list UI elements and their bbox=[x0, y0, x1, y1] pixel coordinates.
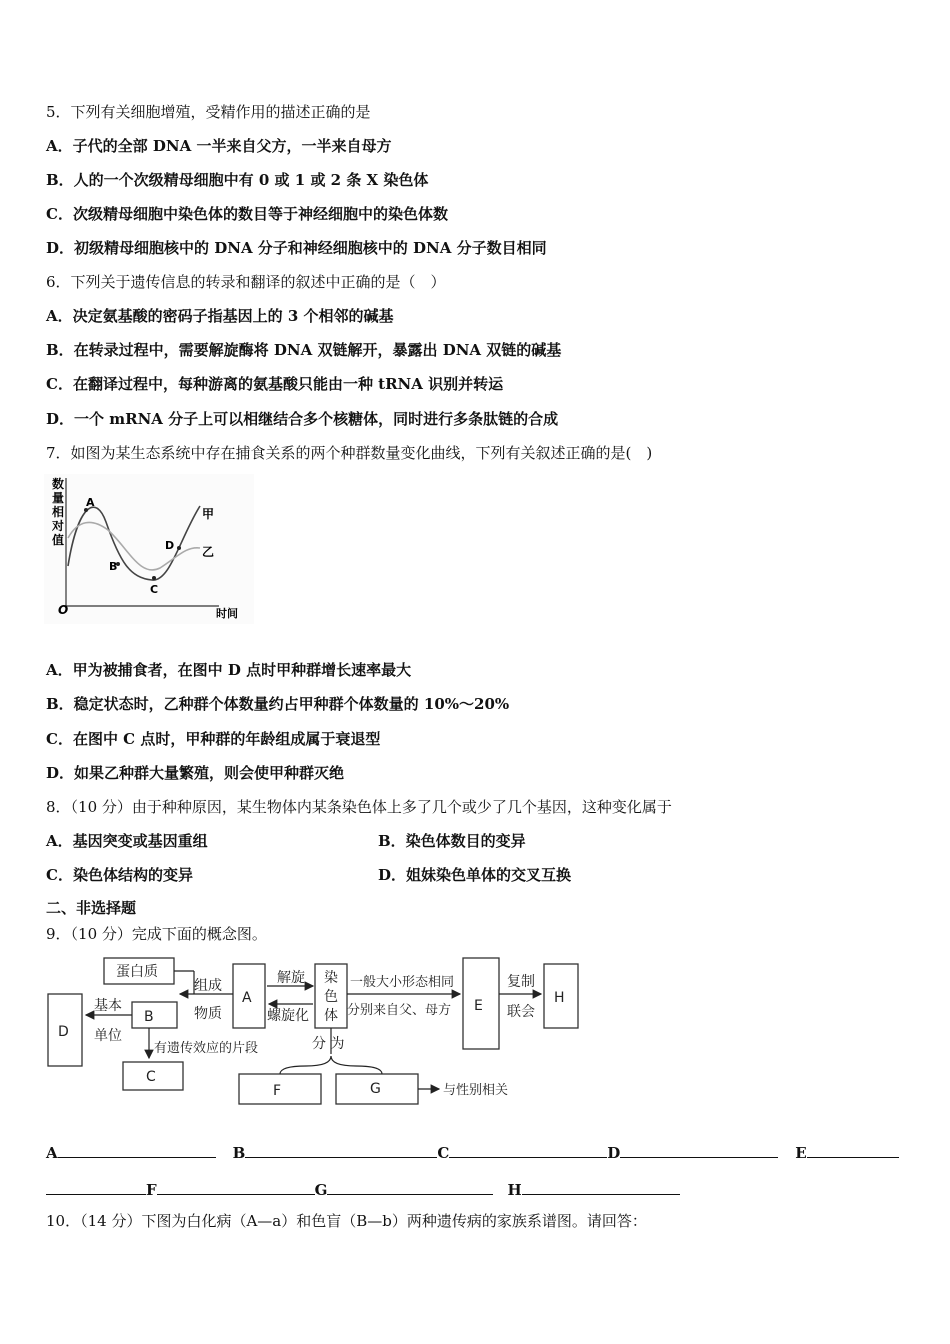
q6-option-d: D．一个 mRNA 分子上可以相继结合多个核糖体，同时进行多条肽链的合成 bbox=[46, 410, 559, 428]
from-parents-label: 分别来自父、母方 bbox=[347, 1003, 452, 1018]
divide-label: 分 为 bbox=[312, 1036, 345, 1052]
q5-stem: 5．下列有关细胞增殖，受精作用的描述正确的是 bbox=[46, 103, 371, 121]
point-d-label: D bbox=[165, 539, 175, 552]
node-g-label: G bbox=[370, 1081, 381, 1097]
unwind-label: 解旋 bbox=[277, 970, 305, 986]
predator-prey-graph bbox=[44, 474, 254, 624]
q6-option-b: B．在转录过程中，需要解旋酶将 DNA 双链解开，暴露出 DNA 双链的碱基 bbox=[46, 341, 562, 359]
q7-stem: 7．如图为某生态系统中存在捕食关系的两个种群数量变化曲线，下列有关叙述正确的是( ) bbox=[46, 444, 653, 462]
answer-blank-g[interactable] bbox=[327, 1178, 493, 1195]
y-label-char: 值 bbox=[52, 533, 65, 547]
answer-letter: A bbox=[46, 1144, 58, 1162]
node-b-box bbox=[132, 1002, 177, 1028]
q6-option-c: C．在翻译过程中，每种游离的氨基酸只能由一种 tRNA 识别并转运 bbox=[46, 375, 504, 393]
point-c-marker bbox=[152, 576, 156, 580]
composition-label: 组成 bbox=[194, 978, 222, 994]
answer-letter: E bbox=[795, 1144, 807, 1162]
gene-effect-label: 有遗传效应的片段 bbox=[154, 1041, 259, 1056]
series-jia-label: 甲 bbox=[202, 507, 215, 521]
q10-stem: 10．（14 分）下图为白化病（A—a）和色盲（B—b）两种遗传病的家族系谱图。请回答： bbox=[46, 1212, 647, 1230]
q5-option-b: B．人的一个次级精母细胞中有 0 或 1 或 2 条 X 染色体 bbox=[46, 171, 429, 189]
q5-option-d: D．初级精母细胞核中的 DNA 分子和神经细胞核中的 DNA 分子数目相同 bbox=[46, 239, 547, 257]
point-d-marker bbox=[177, 546, 181, 550]
q9-stem: 9．（10 分）完成下面的概念图。 bbox=[46, 925, 267, 943]
y-label-char: 对 bbox=[52, 519, 65, 533]
concept-map bbox=[44, 954, 584, 1110]
answer-blank-a[interactable] bbox=[58, 1141, 216, 1158]
q8-option-c: C．染色体结构的变异 bbox=[46, 866, 193, 884]
answer-letter: D bbox=[607, 1144, 621, 1162]
answer-letter: G bbox=[314, 1181, 328, 1199]
protein-label: 蛋白质 bbox=[116, 964, 158, 980]
node-b-label: B bbox=[144, 1009, 154, 1025]
point-c-label: C bbox=[150, 583, 159, 596]
chromosome-char: 色 bbox=[324, 989, 338, 1005]
answer-blank-h[interactable] bbox=[522, 1178, 680, 1195]
q7-option-d: D．如果乙种群大量繁殖，则会使甲种群灭绝 bbox=[46, 764, 345, 782]
answer-letter: B bbox=[232, 1144, 246, 1162]
q8-option-d: D．姐妹染色单体的交叉互换 bbox=[378, 866, 572, 884]
node-a-label: A bbox=[242, 990, 252, 1006]
node-e-label: E bbox=[474, 998, 483, 1014]
q9-answer-row-2 bbox=[46, 1178, 680, 1200]
chromosome-char: 体 bbox=[324, 1008, 338, 1024]
sex-related-label: 与性别相关 bbox=[443, 1083, 509, 1098]
q7-option-c: C．在图中 C 点时，甲种群的年龄组成属于衰退型 bbox=[46, 730, 381, 748]
spiral-label: 螺旋化 bbox=[267, 1008, 309, 1024]
same-shape-label: 一般大小形态相同 bbox=[350, 975, 455, 990]
q8-stem: 8．（10 分）由于种种原因，某生物体内某条染色体上多了几个或少了几个基因，这种变化属于 bbox=[46, 798, 672, 816]
q8-option-a: A．基因突变或基因重组 bbox=[46, 832, 208, 850]
q7-option-b: B．稳定状态时，乙种群个体数量约占甲种群个体数量的 10%～20% bbox=[46, 695, 510, 713]
replicate-label: 复制 bbox=[507, 974, 535, 990]
node-f-label: F bbox=[273, 1083, 282, 1099]
point-b-label: B bbox=[109, 560, 118, 573]
answer-blank-b[interactable] bbox=[245, 1141, 437, 1158]
answer-blank-f[interactable] bbox=[157, 1178, 315, 1195]
answer-blank-e-cont[interactable] bbox=[46, 1178, 146, 1195]
origin-label: O bbox=[58, 603, 69, 617]
basic-unit-label: 基本 bbox=[94, 998, 122, 1014]
q5-option-c: C．次级精母细胞中染色体的数目等于神经细胞中的染色体数 bbox=[46, 205, 448, 223]
composition-label: 物质 bbox=[194, 1006, 222, 1022]
q6-option-a: A．决定氨基酸的密码子指基因上的 3 个相邻的碱基 bbox=[46, 307, 394, 325]
answer-letter: H bbox=[507, 1181, 522, 1199]
synapsis-label: 联会 bbox=[507, 1004, 535, 1020]
y-label-char: 数 bbox=[52, 477, 65, 491]
x-axis-label: 时间 bbox=[216, 607, 238, 620]
q8-option-b: B．染色体数目的变异 bbox=[378, 832, 526, 850]
answer-blank-e[interactable] bbox=[807, 1141, 899, 1158]
point-a-label: A bbox=[86, 496, 95, 509]
answer-letter: F bbox=[146, 1181, 157, 1199]
q5-option-a: A．子代的全部 DNA 一半来自父方，一半来自母方 bbox=[46, 137, 392, 155]
answer-blank-c[interactable] bbox=[449, 1141, 607, 1158]
q6-stem: 6．下列关于遗传信息的转录和翻译的叙述中正确的是（ ） bbox=[46, 273, 446, 291]
basic-unit-label: 单位 bbox=[94, 1028, 122, 1044]
chromosome-char: 染 bbox=[324, 970, 338, 986]
y-label-char: 相 bbox=[52, 505, 65, 519]
q9-answer-row-1 bbox=[46, 1141, 899, 1163]
answer-letter: C bbox=[437, 1144, 450, 1162]
section-heading: 二、非选择题 bbox=[46, 899, 137, 917]
node-c-label: C bbox=[146, 1069, 156, 1085]
node-h-label: H bbox=[554, 990, 565, 1006]
series-yi-label: 乙 bbox=[202, 545, 215, 559]
answer-blank-d[interactable] bbox=[620, 1141, 778, 1158]
node-d-label: D bbox=[58, 1024, 69, 1040]
q7-option-a: A．甲为被捕食者，在图中 D 点时甲种群增长速率最大 bbox=[46, 661, 412, 679]
y-label-char: 量 bbox=[52, 491, 65, 505]
